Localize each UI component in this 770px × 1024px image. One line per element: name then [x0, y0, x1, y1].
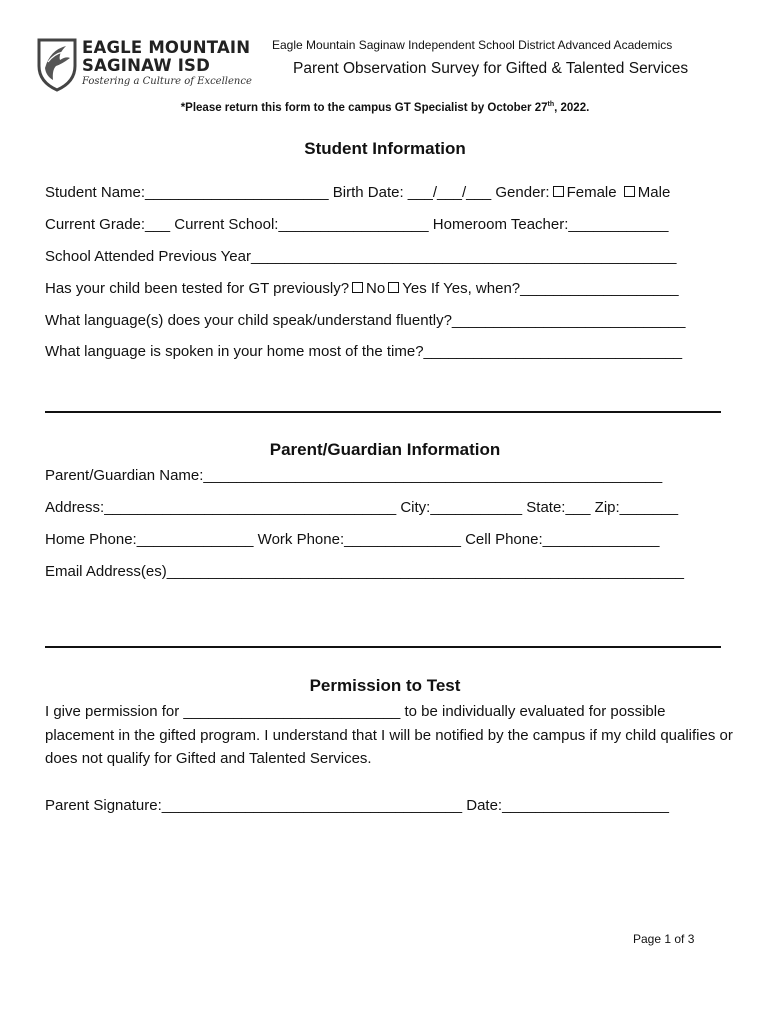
tested-yes-label: Yes: [402, 280, 427, 297]
male-checkbox[interactable]: [624, 186, 635, 197]
email-field[interactable]: Email Address(es)______________________________________________________________: [45, 563, 684, 580]
female-label: Female: [566, 184, 617, 201]
tested-no-label: No: [366, 280, 386, 297]
page-number: Page 1 of 3: [633, 932, 695, 946]
address-field[interactable]: Address:___________________________________ City:___________ State:___ Zip:_______: [45, 499, 679, 516]
male-label: Male: [637, 184, 671, 201]
birth-date-field[interactable]: Birth Date: ___/___/___: [332, 184, 492, 201]
home-language-field[interactable]: What language is spoken in your home most of the time?_______________________________: [45, 343, 683, 360]
logo-tagline: Fostering a Culture of Excellence: [82, 76, 252, 87]
phone-fields[interactable]: Home Phone:______________ Work Phone:______________ Cell Phone:______________: [45, 531, 660, 548]
student-name-field[interactable]: Student Name:______________________: [45, 184, 329, 201]
gender-label: Gender:: [495, 184, 550, 201]
section-divider: [45, 411, 721, 413]
notice-text: *Please return this form to the campus GT Specialist by October 27: [180, 101, 548, 114]
fluent-language-field[interactable]: What language(s) does your child speak/understand fluently?____________________________: [45, 312, 686, 329]
tested-no-checkbox[interactable]: [352, 282, 363, 293]
logo-name-line1: EAGLE MOUNTAIN: [82, 38, 251, 57]
return-notice: [0, 101, 770, 114]
district-logo: [36, 36, 252, 92]
grade-school-teacher-field[interactable]: Current Grade:___ Current School:__________________ Homeroom Teacher:____________: [45, 216, 669, 233]
section-divider: [45, 646, 721, 648]
previous-school-field[interactable]: School Attended Previous Year___________________________________________________: [45, 248, 677, 265]
notice-year: , 2022.: [554, 101, 590, 114]
permission-statement: I give permission for __________________________ to be individually evaluated for possible placement in the gifted program. I understand that I will be notified by the campus if my child qualifies or does not qualify for Gifted and Talented Services.: [45, 703, 733, 767]
parent-section-title: Parent/Guardian Information: [269, 440, 501, 459]
tested-yes-checkbox[interactable]: [388, 282, 399, 293]
student-section-title: Student Information: [304, 139, 466, 158]
notice-superscript: th: [547, 101, 555, 108]
parent-name-field[interactable]: Parent/Guardian Name:_______________________________________________________: [45, 467, 663, 484]
district-heading: Eagle Mountain Saginaw Independent School District Advanced Academics: [272, 38, 673, 52]
form-title: Parent Observation Survey for Gifted & Talented Services: [293, 60, 689, 77]
permission-section-title: Permission to Test: [309, 676, 461, 695]
tested-question: Has your child been tested for GT previously?: [45, 280, 350, 297]
eagle-shield-icon: [36, 36, 78, 92]
tested-when-field[interactable]: If Yes, when?___________________: [430, 280, 679, 297]
parent-signature-field[interactable]: Parent Signature:____________________________________ Date:____________________: [45, 797, 669, 814]
tested-row: [45, 280, 679, 297]
female-checkbox[interactable]: [553, 186, 564, 197]
logo-name-line2: SAGINAW ISD: [82, 56, 211, 75]
student-name-row: [45, 184, 670, 201]
